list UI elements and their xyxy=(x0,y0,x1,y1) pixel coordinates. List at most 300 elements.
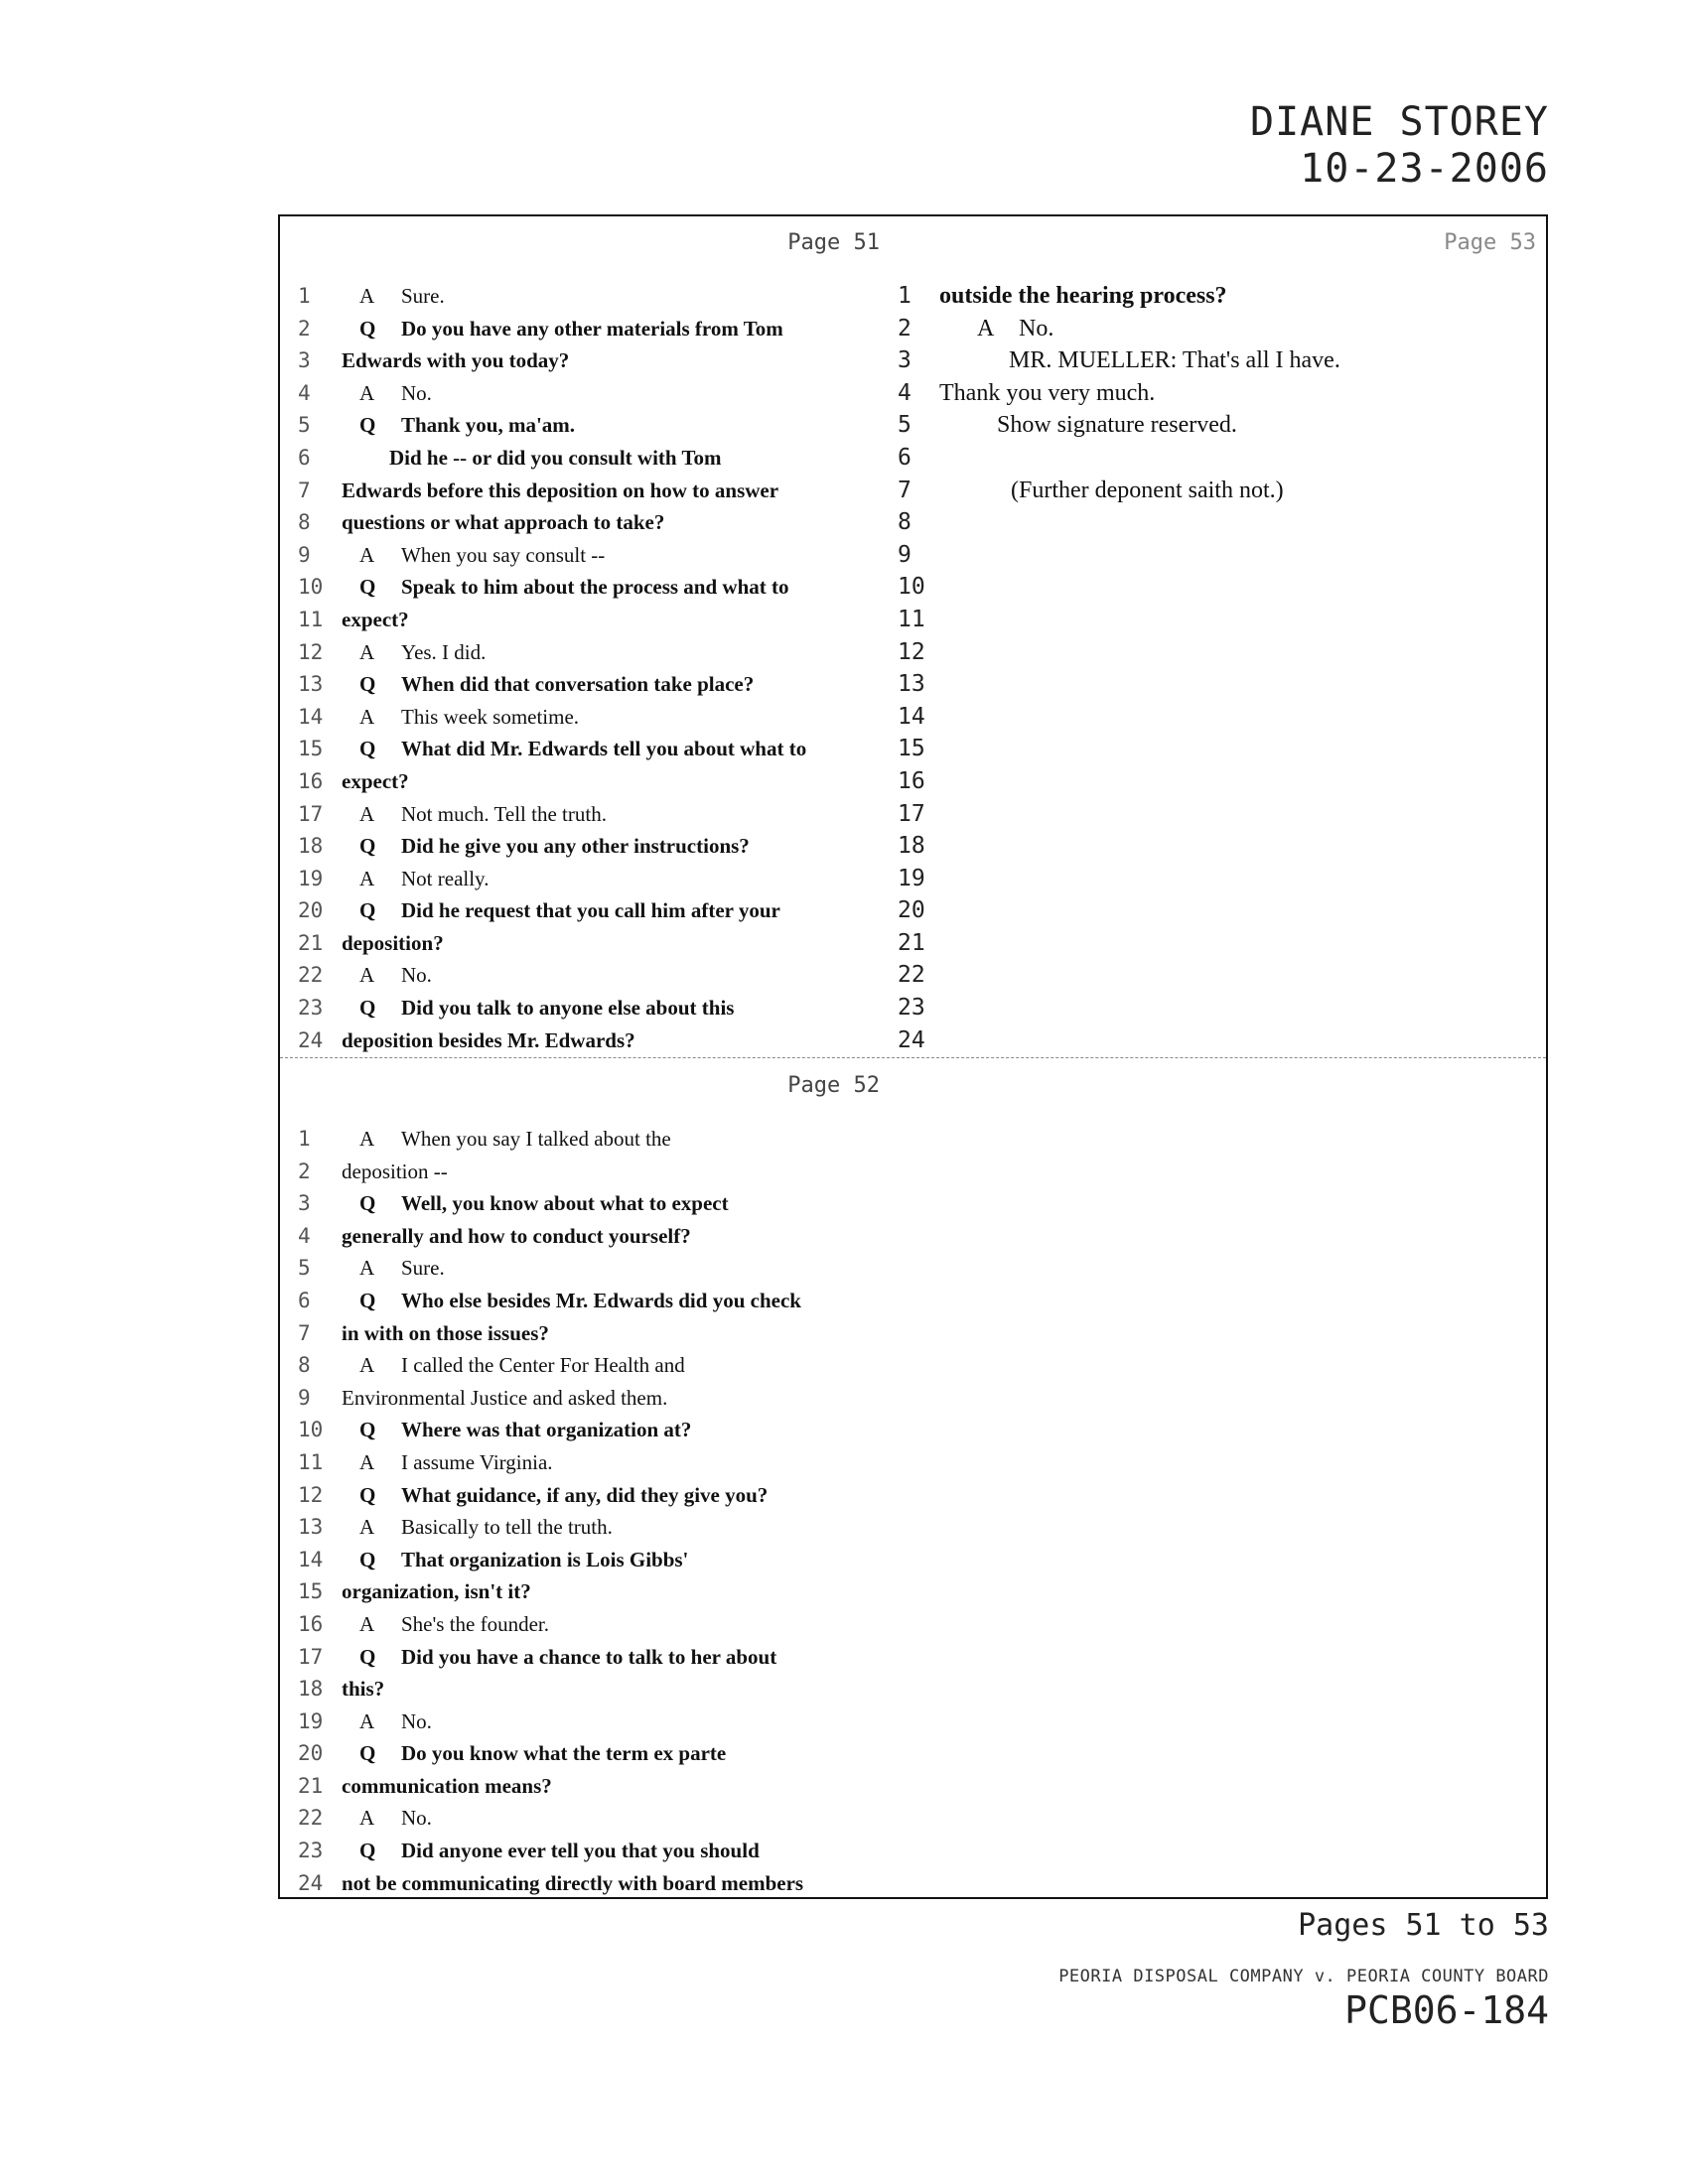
line-text xyxy=(342,475,778,507)
transcript-line xyxy=(280,1024,915,1057)
line-text xyxy=(342,1737,726,1770)
answer-marker: A xyxy=(359,1708,375,1733)
line-number: 11 xyxy=(898,606,925,632)
line-body: No. xyxy=(1019,315,1054,341)
transcript-line xyxy=(280,1673,915,1706)
transcript-line xyxy=(280,377,915,410)
line-number: 3 xyxy=(898,347,912,374)
transcript-line xyxy=(898,539,1548,572)
transcript-line xyxy=(280,475,915,507)
line-body: not be communicating directly with board members xyxy=(342,1870,804,1895)
line-number: 10 xyxy=(898,574,925,601)
line-number: 15 xyxy=(298,1579,324,1604)
question-marker: Q xyxy=(359,1547,376,1571)
transcript-line xyxy=(280,1187,915,1220)
answer-marker: A xyxy=(359,1127,375,1151)
answer-marker: A xyxy=(359,1353,375,1378)
transcript-line xyxy=(280,280,915,313)
line-body: Thank you very much. xyxy=(939,379,1156,406)
answer-marker: A xyxy=(977,315,995,341)
line-body: I called the Center For Health and xyxy=(401,1353,685,1378)
transcript-line xyxy=(280,636,915,669)
line-text xyxy=(342,506,664,539)
question-marker: Q xyxy=(359,1644,376,1669)
line-body: Sure. xyxy=(401,284,445,308)
line-number: 18 xyxy=(898,833,925,860)
answer-marker: A xyxy=(359,963,375,988)
transcript-line xyxy=(280,1511,915,1544)
transcript-line xyxy=(280,571,915,604)
transcript-line xyxy=(280,894,915,927)
page-53-lines xyxy=(898,280,1548,1056)
line-body: Did you have a chance to talk to her about xyxy=(401,1644,777,1669)
transcript-line xyxy=(898,830,1548,863)
line-text xyxy=(939,280,1227,313)
page-51-lines xyxy=(280,280,915,1056)
transcript-line xyxy=(280,1446,915,1479)
transcript-line xyxy=(280,442,915,475)
page-53-panel xyxy=(898,216,1548,1056)
line-number: 17 xyxy=(298,1644,324,1669)
line-text xyxy=(342,1641,776,1674)
line-number: 4 xyxy=(898,379,912,406)
line-number: 5 xyxy=(298,413,311,438)
line-number: 12 xyxy=(898,638,925,665)
line-text xyxy=(342,959,432,992)
answer-marker: A xyxy=(359,1611,375,1636)
line-text xyxy=(342,1317,549,1350)
line-body: What did Mr. Edwards tell you about what to xyxy=(401,737,807,761)
transcript-line xyxy=(898,733,1548,765)
line-number: 22 xyxy=(298,963,324,988)
line-number: 3 xyxy=(298,1191,311,1216)
answer-marker: A xyxy=(359,639,375,664)
line-body: Yes. I did. xyxy=(401,639,487,664)
line-text xyxy=(342,1706,432,1738)
line-body: I assume Virginia. xyxy=(401,1449,553,1474)
line-body: deposition -- xyxy=(342,1159,448,1183)
line-number: 23 xyxy=(298,996,324,1021)
line-body: No. xyxy=(401,963,432,988)
line-body: outside the hearing process? xyxy=(939,283,1227,309)
question-marker: Q xyxy=(359,1191,376,1216)
line-number: 13 xyxy=(298,1515,324,1540)
transcript-line xyxy=(280,1382,915,1415)
transcript-line xyxy=(280,1575,915,1608)
question-marker: Q xyxy=(359,737,376,761)
page-51-panel xyxy=(280,216,915,1056)
docket-number: PCB06-184 xyxy=(1344,1988,1549,2032)
line-number: 16 xyxy=(898,767,925,794)
line-number: 16 xyxy=(298,768,324,793)
transcript-line xyxy=(898,313,1548,345)
line-number: 22 xyxy=(298,1806,324,1831)
transcript-line xyxy=(280,1479,915,1512)
question-marker: Q xyxy=(359,1741,376,1766)
answer-marker: A xyxy=(359,1806,375,1831)
transcript-line xyxy=(898,442,1548,475)
transcript-line xyxy=(898,927,1548,960)
line-text xyxy=(342,992,734,1024)
pages-range: Pages 51 to 53 xyxy=(1298,1908,1549,1943)
transcript-line xyxy=(898,475,1548,507)
line-text xyxy=(342,280,445,313)
line-body: This week sometime. xyxy=(401,704,580,729)
line-number: 24 xyxy=(298,1027,324,1052)
line-number: 6 xyxy=(898,444,912,471)
line-text xyxy=(342,636,486,669)
line-text xyxy=(342,344,569,377)
answer-marker: A xyxy=(359,1449,375,1474)
transcript-frame xyxy=(278,214,1548,1899)
line-text xyxy=(959,313,1053,345)
deponent-name: DIANE STOREY xyxy=(1250,99,1549,145)
page-53-label: Page 53 xyxy=(1444,230,1536,255)
line-number: 24 xyxy=(298,1870,324,1895)
line-body: Sure. xyxy=(401,1256,445,1281)
page-52-panel xyxy=(280,1059,915,1898)
line-body: When you say I talked about the xyxy=(401,1127,671,1151)
line-number: 15 xyxy=(298,737,324,761)
transcript-line xyxy=(898,280,1548,313)
line-text xyxy=(342,701,579,734)
line-body: That organization is Lois Gibbs' xyxy=(401,1547,689,1571)
line-body: Did anyone ever tell you that you should xyxy=(401,1839,760,1863)
transcript-line xyxy=(280,409,915,442)
transcript-line xyxy=(280,1317,915,1350)
transcript-line xyxy=(898,959,1548,992)
line-number: 11 xyxy=(298,607,324,631)
line-text xyxy=(939,377,1155,410)
line-number: 2 xyxy=(898,315,912,341)
line-number: 4 xyxy=(298,380,311,405)
line-body: No. xyxy=(401,1806,432,1831)
transcript-line xyxy=(280,313,915,345)
transcript-line xyxy=(280,668,915,701)
page-divider xyxy=(280,1057,1546,1058)
answer-marker: A xyxy=(359,1515,375,1540)
line-number: 21 xyxy=(898,929,925,956)
transcript-line xyxy=(898,506,1548,539)
line-body: Did he request that you call him after your xyxy=(401,898,780,923)
deposition-date: 10-23-2006 xyxy=(1300,146,1549,192)
line-body: deposition? xyxy=(342,930,444,955)
line-body: expect? xyxy=(342,607,409,631)
question-marker: Q xyxy=(359,898,376,923)
line-number: 5 xyxy=(298,1256,311,1281)
line-number: 14 xyxy=(298,1547,324,1571)
line-text xyxy=(342,798,607,831)
line-body: She's the founder. xyxy=(401,1611,550,1636)
transcript-line xyxy=(280,733,915,765)
line-number: 7 xyxy=(298,478,311,502)
transcript-line xyxy=(898,894,1548,927)
transcript-line xyxy=(280,701,915,734)
line-number: 21 xyxy=(298,1773,324,1798)
question-marker: Q xyxy=(359,1482,376,1507)
transcript-line xyxy=(280,344,915,377)
line-text xyxy=(342,1446,553,1479)
line-text xyxy=(342,1544,688,1576)
page-51-label: Page 51 xyxy=(787,230,880,255)
transcript-line xyxy=(898,992,1548,1024)
line-number: 4 xyxy=(298,1223,311,1248)
line-body: Do you know what the term ex parte xyxy=(401,1741,727,1766)
question-marker: Q xyxy=(359,413,376,438)
transcript-line xyxy=(280,1608,915,1641)
answer-marker: A xyxy=(359,866,375,890)
line-body: Did you talk to anyone else about this xyxy=(401,996,735,1021)
line-number: 8 xyxy=(298,1353,311,1378)
answer-marker: A xyxy=(359,380,375,405)
transcript-line xyxy=(898,636,1548,669)
line-number: 18 xyxy=(298,834,324,859)
transcript-line xyxy=(898,668,1548,701)
line-number: 12 xyxy=(298,1482,324,1507)
line-body: Well, you know about what to expect xyxy=(401,1191,729,1216)
answer-marker: A xyxy=(359,704,375,729)
line-text xyxy=(342,377,432,410)
transcript-line xyxy=(280,1737,915,1770)
line-text xyxy=(342,1673,384,1706)
transcript-line xyxy=(280,765,915,798)
line-text xyxy=(342,1575,531,1608)
line-number: 10 xyxy=(298,1418,324,1442)
line-text xyxy=(342,1511,613,1544)
line-number: 6 xyxy=(298,445,311,470)
line-number: 23 xyxy=(298,1839,324,1863)
line-body: in with on those issues? xyxy=(342,1320,549,1345)
line-body: communication means? xyxy=(342,1773,552,1798)
line-text xyxy=(342,733,806,765)
line-body: No. xyxy=(401,1708,432,1733)
transcript-line xyxy=(280,830,915,863)
line-body: deposition besides Mr. Edwards? xyxy=(342,1027,635,1052)
transcript-line xyxy=(898,1024,1548,1057)
answer-marker: A xyxy=(359,542,375,567)
transcript-line xyxy=(280,1252,915,1285)
line-text xyxy=(342,1835,760,1867)
line-number: 7 xyxy=(298,1320,311,1345)
line-text xyxy=(342,409,575,442)
line-text xyxy=(1011,475,1284,507)
line-text xyxy=(997,409,1237,442)
line-number: 9 xyxy=(298,542,311,567)
line-body: Not really. xyxy=(401,866,490,890)
question-marker: Q xyxy=(359,1288,376,1312)
transcript-line xyxy=(280,863,915,895)
answer-marker: A xyxy=(359,284,375,308)
line-body: Speak to him about the process and what to xyxy=(401,575,789,600)
line-body: No. xyxy=(401,380,432,405)
line-number: 5 xyxy=(898,412,912,439)
line-number: 12 xyxy=(298,639,324,664)
line-body: (Further deponent saith not.) xyxy=(1011,477,1284,503)
line-body: this? xyxy=(342,1677,385,1702)
line-number: 3 xyxy=(298,348,311,373)
line-text xyxy=(342,313,783,345)
line-text xyxy=(342,765,409,798)
line-text xyxy=(342,539,605,572)
line-text xyxy=(342,1123,671,1156)
line-number: 7 xyxy=(898,477,912,503)
line-text xyxy=(342,571,789,604)
line-text xyxy=(342,668,754,701)
line-number: 20 xyxy=(298,1741,324,1766)
line-text xyxy=(342,1608,549,1641)
line-number: 19 xyxy=(298,866,324,890)
transcript-line xyxy=(898,377,1548,410)
transcript-line xyxy=(898,701,1548,734)
line-text xyxy=(342,1252,445,1285)
line-body: Who else besides Mr. Edwards did you check xyxy=(401,1288,801,1312)
line-text xyxy=(342,604,409,636)
line-number: 22 xyxy=(898,962,925,989)
question-marker: Q xyxy=(359,672,376,697)
line-body: Environmental Justice and asked them. xyxy=(342,1385,668,1410)
line-text xyxy=(342,1770,552,1803)
line-body: expect? xyxy=(342,768,409,793)
line-number: 6 xyxy=(298,1288,311,1312)
line-number: 14 xyxy=(298,704,324,729)
question-marker: Q xyxy=(359,1839,376,1863)
line-number: 15 xyxy=(898,736,925,762)
line-body: Did he -- or did you consult with Tom xyxy=(389,445,722,470)
line-body: organization, isn't it? xyxy=(342,1579,531,1604)
line-number: 18 xyxy=(298,1677,324,1702)
line-text xyxy=(342,1024,635,1057)
transcript-line xyxy=(898,863,1548,895)
transcript-line xyxy=(280,506,915,539)
line-text xyxy=(342,1285,801,1317)
transcript-line xyxy=(280,992,915,1024)
line-text xyxy=(342,894,780,927)
question-marker: Q xyxy=(359,575,376,600)
transcript-line xyxy=(280,604,915,636)
line-number: 11 xyxy=(298,1449,324,1474)
line-body: Not much. Tell the truth. xyxy=(401,801,607,826)
line-body: generally and how to conduct yourself? xyxy=(342,1223,691,1248)
line-body: questions or what approach to take? xyxy=(342,510,665,535)
line-number: 16 xyxy=(298,1611,324,1636)
transcript-line xyxy=(898,571,1548,604)
transcript-line xyxy=(280,539,915,572)
line-body: Do you have any other materials from Tom xyxy=(401,316,783,341)
answer-marker: A xyxy=(359,801,375,826)
line-number: 14 xyxy=(898,703,925,730)
line-number: 13 xyxy=(298,672,324,697)
transcript-line xyxy=(280,1349,915,1382)
line-number: 19 xyxy=(898,865,925,891)
line-text xyxy=(342,1220,691,1253)
transcript-line xyxy=(280,798,915,831)
line-text xyxy=(342,1187,729,1220)
line-body: What guidance, if any, did they give you? xyxy=(401,1482,769,1507)
line-body: Show signature reserved. xyxy=(997,412,1237,439)
transcript-line xyxy=(898,344,1548,377)
line-text xyxy=(342,1802,432,1835)
line-text xyxy=(1009,344,1340,377)
line-text xyxy=(342,1349,685,1382)
line-body: Thank you, ma'am. xyxy=(401,413,576,438)
page-52-label: Page 52 xyxy=(787,1073,880,1098)
transcript-line xyxy=(280,1867,915,1900)
transcript-line xyxy=(898,765,1548,798)
line-text xyxy=(342,1414,691,1446)
line-number: 17 xyxy=(298,801,324,826)
transcript-line xyxy=(280,1156,915,1188)
line-text xyxy=(342,1156,448,1188)
line-number: 21 xyxy=(298,930,324,955)
line-body: When did that conversation take place? xyxy=(401,672,755,697)
transcript-line xyxy=(898,409,1548,442)
line-number: 8 xyxy=(898,509,912,536)
line-text xyxy=(389,442,722,475)
line-body: Did he give you any other instructions? xyxy=(401,834,750,859)
transcript-line xyxy=(280,1770,915,1803)
line-text xyxy=(342,1867,803,1900)
line-body: Edwards with you today? xyxy=(342,348,570,373)
transcript-line xyxy=(280,1544,915,1576)
transcript-line xyxy=(280,1220,915,1253)
transcript-line xyxy=(280,1414,915,1446)
question-marker: Q xyxy=(359,834,376,859)
line-number: 8 xyxy=(298,510,311,535)
line-number: 9 xyxy=(298,1385,311,1410)
line-body: Edwards before this deposition on how to answer xyxy=(342,478,779,502)
line-number: 19 xyxy=(298,1708,324,1733)
line-body: MR. MUELLER: That's all I have. xyxy=(1009,347,1340,374)
line-number: 24 xyxy=(898,1026,925,1053)
transcript-line xyxy=(898,798,1548,831)
page-52-lines xyxy=(280,1123,915,1899)
line-number: 1 xyxy=(298,284,311,308)
line-number: 2 xyxy=(298,316,311,341)
transcript-line xyxy=(280,1641,915,1674)
transcript-line xyxy=(280,927,915,960)
transcript-line xyxy=(280,1285,915,1317)
line-number: 17 xyxy=(898,800,925,827)
line-body: Basically to tell the truth. xyxy=(401,1515,613,1540)
transcript-line xyxy=(898,604,1548,636)
line-text xyxy=(342,927,444,960)
line-number: 10 xyxy=(298,575,324,600)
transcript-line xyxy=(280,959,915,992)
question-marker: Q xyxy=(359,1418,376,1442)
line-number: 9 xyxy=(898,541,912,568)
line-number: 13 xyxy=(898,671,925,698)
line-body: When you say consult -- xyxy=(401,542,606,567)
question-marker: Q xyxy=(359,996,376,1021)
line-number: 20 xyxy=(898,897,925,924)
transcript-line xyxy=(280,1802,915,1835)
answer-marker: A xyxy=(359,1256,375,1281)
transcript-line xyxy=(280,1123,915,1156)
line-number: 1 xyxy=(898,283,912,309)
line-text xyxy=(342,830,750,863)
line-number: 20 xyxy=(298,898,324,923)
line-text xyxy=(342,1479,768,1512)
line-body: Where was that organization at? xyxy=(401,1418,692,1442)
transcript-line xyxy=(280,1835,915,1867)
case-caption: PEORIA DISPOSAL COMPANY v. PEORIA COUNTY BOARD xyxy=(1058,1967,1549,1986)
line-text xyxy=(342,863,489,895)
line-text xyxy=(342,1382,667,1415)
line-number: 2 xyxy=(298,1159,311,1183)
line-number: 1 xyxy=(298,1127,311,1151)
line-number: 23 xyxy=(898,995,925,1022)
transcript-line xyxy=(280,1706,915,1738)
